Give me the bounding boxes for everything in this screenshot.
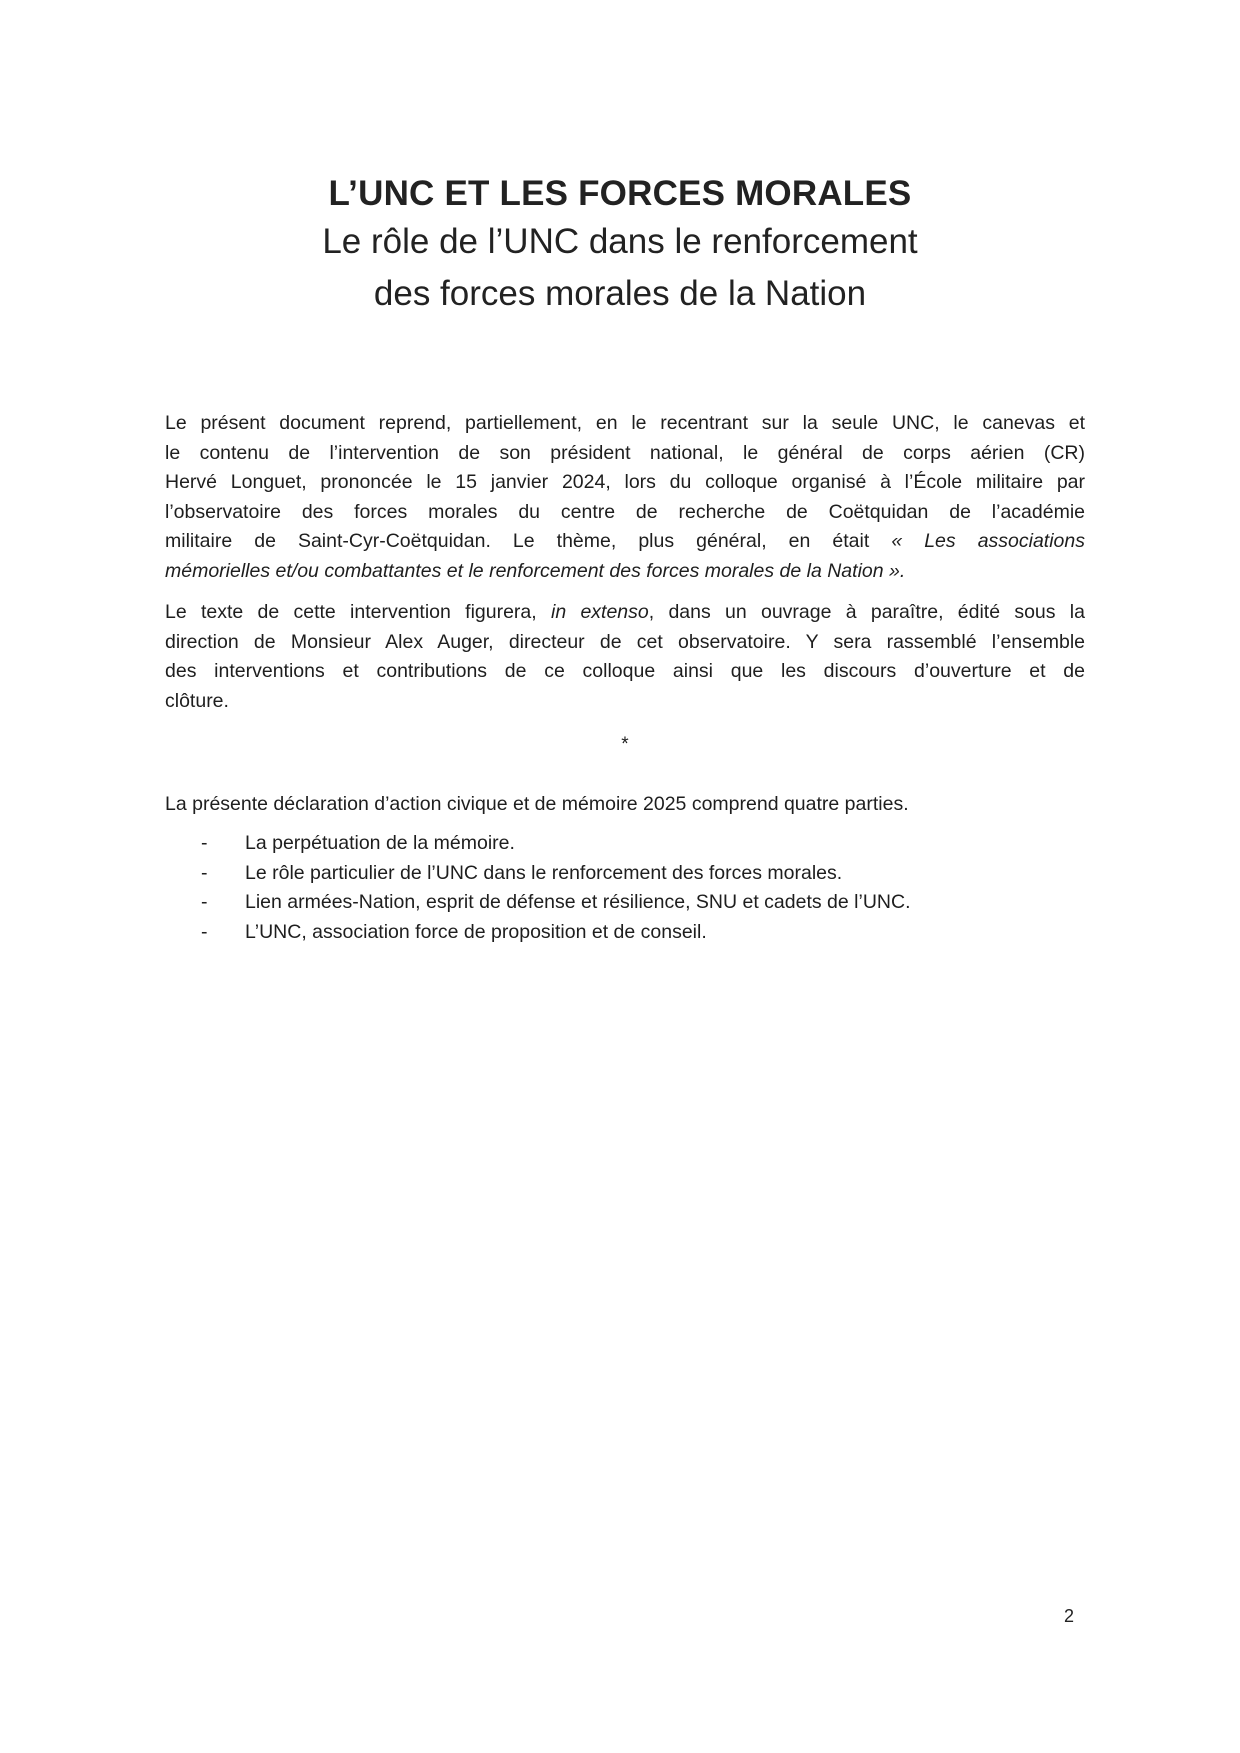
italic-quote: mémorielles et/ou combattantes et le renforcement des forces morales de la Nation ». bbox=[165, 559, 906, 582]
list-item bbox=[165, 859, 1085, 889]
text-fragment: , dans un ouvrage à paraître, édité sous la bbox=[648, 601, 1085, 623]
list-item-text: Le rôle particulier de l’UNC dans le renforcement des forces morales. bbox=[245, 861, 843, 884]
text-fragment: Le texte de cette intervention figurera, bbox=[165, 601, 551, 623]
text-line: l’observatoire des forces morales du centre de recherche de Coëtquidan de l’académie bbox=[165, 500, 1085, 523]
text-line: direction de Monsieur Alex Auger, directeur de cet observatoire. Y sera rassemblé l’ensemble bbox=[165, 630, 1085, 653]
text-line bbox=[165, 527, 1085, 557]
list-item-text: Lien armées-Nation, esprit de défense et résilience, SNU et cadets de l’UNC. bbox=[245, 891, 911, 913]
document-subtitle-line-2: des forces morales de la Nation bbox=[373, 274, 867, 313]
list-dash: - bbox=[201, 891, 208, 913]
italic-term: in extenso bbox=[550, 601, 649, 623]
text-line: Le présent document reprend, partiellement, en le recentrant sur la seule UNC, le canevas et bbox=[165, 412, 1085, 434]
declaration-intro: La présente déclaration d’action civique et de mémoire 2025 comprend quatre parties. bbox=[165, 792, 909, 815]
publication-paragraph bbox=[165, 598, 1085, 716]
italic-quote: « Les associations bbox=[891, 530, 1085, 552]
list-item bbox=[165, 829, 1085, 859]
list-dash: - bbox=[201, 861, 208, 884]
text-line: clôture. bbox=[165, 689, 229, 712]
list-item bbox=[165, 918, 1085, 948]
page-number: 2 bbox=[1064, 1606, 1075, 1626]
list-dash: - bbox=[201, 832, 208, 854]
parts-list bbox=[165, 829, 1085, 947]
intro-paragraph bbox=[165, 409, 1085, 586]
list-item-text: L’UNC, association force de proposition et de conseil. bbox=[245, 920, 707, 943]
list-item-text: La perpétuation de la mémoire. bbox=[245, 832, 515, 854]
list-item bbox=[165, 888, 1085, 918]
document-body bbox=[165, 409, 1085, 947]
document-subtitle-line-1: Le rôle de l’UNC dans le renforcement bbox=[322, 222, 918, 261]
text-line: des interventions et contributions de ce colloque ainsi que les discours d’ouverture et de bbox=[165, 660, 1085, 682]
text-fragment: militaire de Saint-Cyr-Coëtquidan. Le thème, plus général, en était bbox=[165, 530, 892, 552]
text-line: le contenu de l’intervention de son président national, le général de corps aérien (CR) bbox=[165, 441, 1085, 464]
title-block bbox=[0, 172, 1240, 320]
document-title: L’UNC ET LES FORCES MORALES bbox=[328, 174, 912, 213]
text-line: Hervé Longuet, prononcée le 15 janvier 2024, lors du colloque organisé à l’École militaire par bbox=[165, 471, 1085, 493]
section-separator: * bbox=[621, 734, 629, 755]
text-line bbox=[165, 598, 1085, 628]
list-dash: - bbox=[201, 920, 208, 943]
